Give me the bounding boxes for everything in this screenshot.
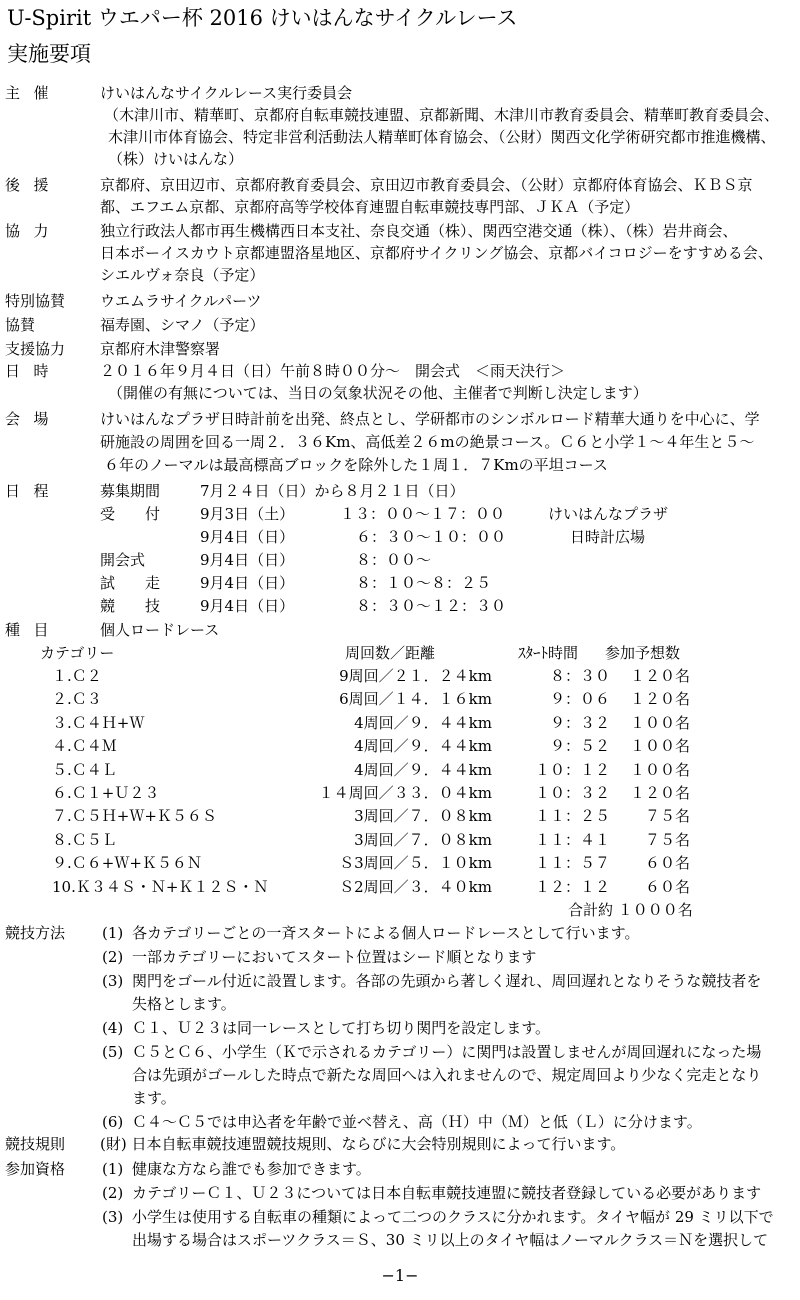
cooperation-line-3: シエルヴォ奈良（予定） xyxy=(100,266,265,284)
schedule-item: 受 付 xyxy=(100,505,161,523)
organizer-line-3: 木津川市体育協会、特定非営利活動法人精華町体育協会、（公財）関西文化学術研究都市推進機構、 xyxy=(108,128,776,146)
race-category: ５.Ｃ４Ｌ xyxy=(52,760,117,779)
race-category: １.Ｃ２ xyxy=(52,667,102,685)
schedule-time: ８：００～ xyxy=(356,551,432,569)
schedule-time: ８：３０～１２：３０ xyxy=(356,597,507,615)
race-start: ９：３２ xyxy=(549,713,610,732)
method-item-number: (1) xyxy=(102,924,124,942)
method-item-text: 一部カテゴリーにおいてスタート位置はシード順となります xyxy=(132,948,537,966)
eligibility-item-number: (2) xyxy=(102,1184,124,1202)
race-category: ８.Ｃ５Ｌ xyxy=(52,830,117,849)
events-label: 種目 xyxy=(5,621,63,639)
race-laps: 3周回／７．０８km xyxy=(354,830,492,849)
schedule-date: 9月4日（日） xyxy=(200,551,295,569)
race-laps: 3周回／７．０８km xyxy=(354,807,492,826)
race-entries: １２０名 xyxy=(629,784,690,802)
cooperation-label: 協力 xyxy=(5,222,63,240)
race-entries: ６０名 xyxy=(644,854,690,873)
schedule-time: １３：００～１７：００ xyxy=(340,505,506,523)
schedule-place: 日時計広場 xyxy=(570,528,646,546)
race-laps: 4周回／９．４４km xyxy=(354,760,492,779)
race-category: ４.Ｃ４Ｍ xyxy=(52,737,117,756)
venue-line-3: ６年のノーマルは最高標高ブロックを除外した１周１．７Kmの平坦コース xyxy=(104,456,608,474)
race-category: ３.Ｃ４Ｈ+Ｗ xyxy=(52,713,145,732)
organizer-line-2: （木津川市、精華町、京都府自転車競技連盟、京都新聞、木津川市教育委員会、精華町教育委員会、 xyxy=(104,106,780,124)
race-laps: 4周回／９．４４km xyxy=(354,713,492,732)
race-laps: Ｓ2周回／３．４０km xyxy=(339,877,492,896)
race-entries: ６０名 xyxy=(644,877,690,896)
datetime-line-2: （開催の有無については、当日の気象状況その他、主催者で判断し決定します） xyxy=(108,384,648,402)
support-line-2: 都、エフエム京都、京都府高等学校体育連盟自転車競技専門部、ＪＫＡ（予定） xyxy=(100,198,640,216)
schedule-item: 開会式 xyxy=(100,551,146,569)
method-item-text: 合は先頭がゴールした時点で新たな周回へは入れませんので、規定周回より少なく完走となり xyxy=(132,1066,762,1084)
schedule-date: 9月4日（日） xyxy=(200,597,295,615)
support-cooperation-label: 支援協力 xyxy=(5,340,66,358)
race-entries: ７５名 xyxy=(644,830,690,849)
datetime-line-1: ２０１６年９月４日（日）午前８時００分～ 開会式 ＜雨天決行＞ xyxy=(100,362,566,380)
race-laps: 4周回／９．４４km xyxy=(354,737,492,756)
sponsor-text: 福寿園、シマノ（予定） xyxy=(100,316,265,334)
race-entries: １２０名 xyxy=(629,690,690,709)
eligibility-item-number: (3) xyxy=(102,1208,124,1226)
rules-text: (財) 日本自転車競技連盟競技規則、ならびに大会特別規則によって行います。 xyxy=(100,1135,626,1153)
schedule-item: 試 走 xyxy=(100,574,161,592)
page-number: −1− xyxy=(381,1266,419,1285)
schedule-place: けいはんなプラザ xyxy=(548,505,669,523)
method-item-number: (4) xyxy=(102,1019,124,1037)
race-laps: 6周回／１４．１６km xyxy=(339,690,492,709)
race-start: １０：３２ xyxy=(534,784,610,802)
method-item-text: Ｃ５とＣ６、小学生（Ｋで示されるカテゴリー）に関門は設置しませんが周回遅れになった場 xyxy=(132,1043,762,1061)
eligibility-item-text: 小学生は使用する自転車の種類によって二つのクラスに分かれます。タイヤ幅が 29 ミリ以下で xyxy=(132,1208,774,1226)
events-header-category: カテゴリー xyxy=(40,644,115,662)
method-item-number: (5) xyxy=(102,1043,124,1061)
document-title: U-Spirit ウエパー杯 2016 けいはんなサイクルレース xyxy=(7,6,518,30)
eligibility-item-text: 健康な方なら誰でも参加できます。 xyxy=(132,1160,371,1178)
race-laps: １４周回／３３．０４km xyxy=(318,784,492,802)
method-item-number: (6) xyxy=(102,1113,124,1131)
support-line-1: 京都府、京田辺市、京都府教育委員会、京田辺市教育委員会、（公財）京都府体育協会、ＫＢＳ京 xyxy=(100,176,753,194)
method-item-text: 関門をゴール付近に設置します。各部の先頭から著しく遅れ、周回遅れとなりそうな競技者を xyxy=(132,972,762,990)
method-item-text: ます。 xyxy=(132,1089,176,1107)
organizer-line-4: （株）けいはんな） xyxy=(108,150,244,168)
cooperation-line-1: 独立行政法人都市再生機構西日本支社、奈良交通（株）、関西空港交通（株）、（株）岩井商会、 xyxy=(100,222,738,240)
schedule-item: 競 技 xyxy=(100,597,161,615)
schedule-date: 9月4日（日） xyxy=(200,528,295,546)
race-start: １１：４１ xyxy=(534,830,610,849)
race-category: ６.Ｃ１+Ｕ２３ xyxy=(52,784,160,802)
race-start: ９：５２ xyxy=(549,737,610,756)
race-entries: １００名 xyxy=(629,737,690,756)
method-label: 競技方法 xyxy=(5,924,66,942)
method-item-text: Ｃ１、Ｕ２３は同一レースとして打ち切り関門を設定します。 xyxy=(132,1019,551,1037)
events-title: 個人ロードレース xyxy=(100,621,220,639)
method-item-text: 失格とします。 xyxy=(132,995,236,1013)
method-item-number: (2) xyxy=(102,948,124,966)
section-heading: 実施要項 xyxy=(7,42,91,66)
events-total: 合計約 １０００名 xyxy=(568,901,693,919)
organizer-label: 主催 xyxy=(5,84,63,102)
eligibility-item-number: (1) xyxy=(102,1160,124,1178)
race-entries: ７５名 xyxy=(644,807,690,826)
events-header-start: ｽﾀｰﾄ時間 xyxy=(518,644,579,662)
eligibility-label: 参加資格 xyxy=(5,1160,66,1178)
special-sponsor-label: 特別協賛 xyxy=(5,292,66,310)
race-start: ９：０６ xyxy=(549,690,610,709)
support-label: 後援 xyxy=(5,176,63,194)
race-category: 10.Ｋ３４Ｓ・Ｎ+Ｋ１２Ｓ・Ｎ xyxy=(52,877,269,896)
race-start: １０：１２ xyxy=(534,760,610,779)
race-category: ９.Ｃ６+Ｗ+Ｋ５６Ｎ xyxy=(52,854,202,873)
events-header-laps: 周回数／距離 xyxy=(345,644,436,662)
cooperation-line-2: 日本ボーイスカウト京都連盟洛星地区、京都府サイクリング協会、京都バイコロジーをすすめる会、 xyxy=(100,244,773,262)
eligibility-item-text: カテゴリーＣ１、Ｕ２３については日本自転車競技連盟に競技者登録している必要があります xyxy=(132,1184,762,1202)
venue-line-1: けいはんなプラザ日時計前を出発、終点とし、学研都市のシンボルロード精華大通りを中心に、学 xyxy=(100,410,760,428)
race-category: ２.Ｃ３ xyxy=(52,690,102,709)
schedule-time: ８：１０～８：２５ xyxy=(356,574,492,592)
special-sponsor-text: ウエムラサイクルパーツ xyxy=(100,292,262,310)
method-item-text: 各カテゴリーごとの一斉スタートによる個人ロードレースとして行います。 xyxy=(132,924,640,942)
support-cooperation-text: 京都府木津警察署 xyxy=(100,340,221,358)
schedule-time: ６：３０～１０：００ xyxy=(356,528,507,546)
schedule-item: 募集期間 xyxy=(100,482,161,500)
race-start: ８：３０ xyxy=(549,667,610,685)
race-laps: 9周回／２１．２４km xyxy=(339,667,492,685)
organizer-line-1: けいはんなサイクルレース実行委員会 xyxy=(100,84,353,102)
venue-line-2: 研施設の周囲を回る一周２．３６Km、高低差２６mの絶景コース。Ｃ６と小学１～４年生と５～ xyxy=(100,433,755,451)
method-item-number: (3) xyxy=(102,972,124,990)
schedule-date: 9月4日（日） xyxy=(200,574,295,592)
schedule-date: 9月3日（土） xyxy=(200,505,295,523)
race-category: ７.Ｃ５Ｈ+Ｗ+Ｋ５６Ｓ xyxy=(52,807,217,826)
race-start: １１：５７ xyxy=(534,854,610,873)
method-item-text: Ｃ４～Ｃ５では申込者を年齢で並べ替え、高（Ｈ）中（Ｍ）と低（Ｌ）に分けます。 xyxy=(132,1113,702,1131)
venue-label: 会場 xyxy=(5,410,63,428)
race-start: １２：１２ xyxy=(534,877,610,896)
race-start: １１：２５ xyxy=(534,807,610,826)
race-entries: １００名 xyxy=(629,713,690,732)
race-entries: １２０名 xyxy=(629,667,690,685)
schedule-date: 7月２４日（日）から８月２１日（日） xyxy=(200,482,465,500)
race-laps: Ｓ3周回／５．１０km xyxy=(339,854,492,873)
events-header-entries: 参加予想数 xyxy=(605,644,681,662)
schedule-label: 日程 xyxy=(5,482,63,500)
eligibility-item-text: 出場する場合はスポーツクラス＝Ｓ、30 ミリ以上のタイヤ幅はノーマルクラス＝Ｎを選択して xyxy=(132,1231,769,1249)
rules-label: 競技規則 xyxy=(5,1135,66,1153)
race-entries: １００名 xyxy=(629,760,690,779)
sponsor-label: 協賛 xyxy=(5,316,36,334)
datetime-label: 日時 xyxy=(5,362,63,380)
